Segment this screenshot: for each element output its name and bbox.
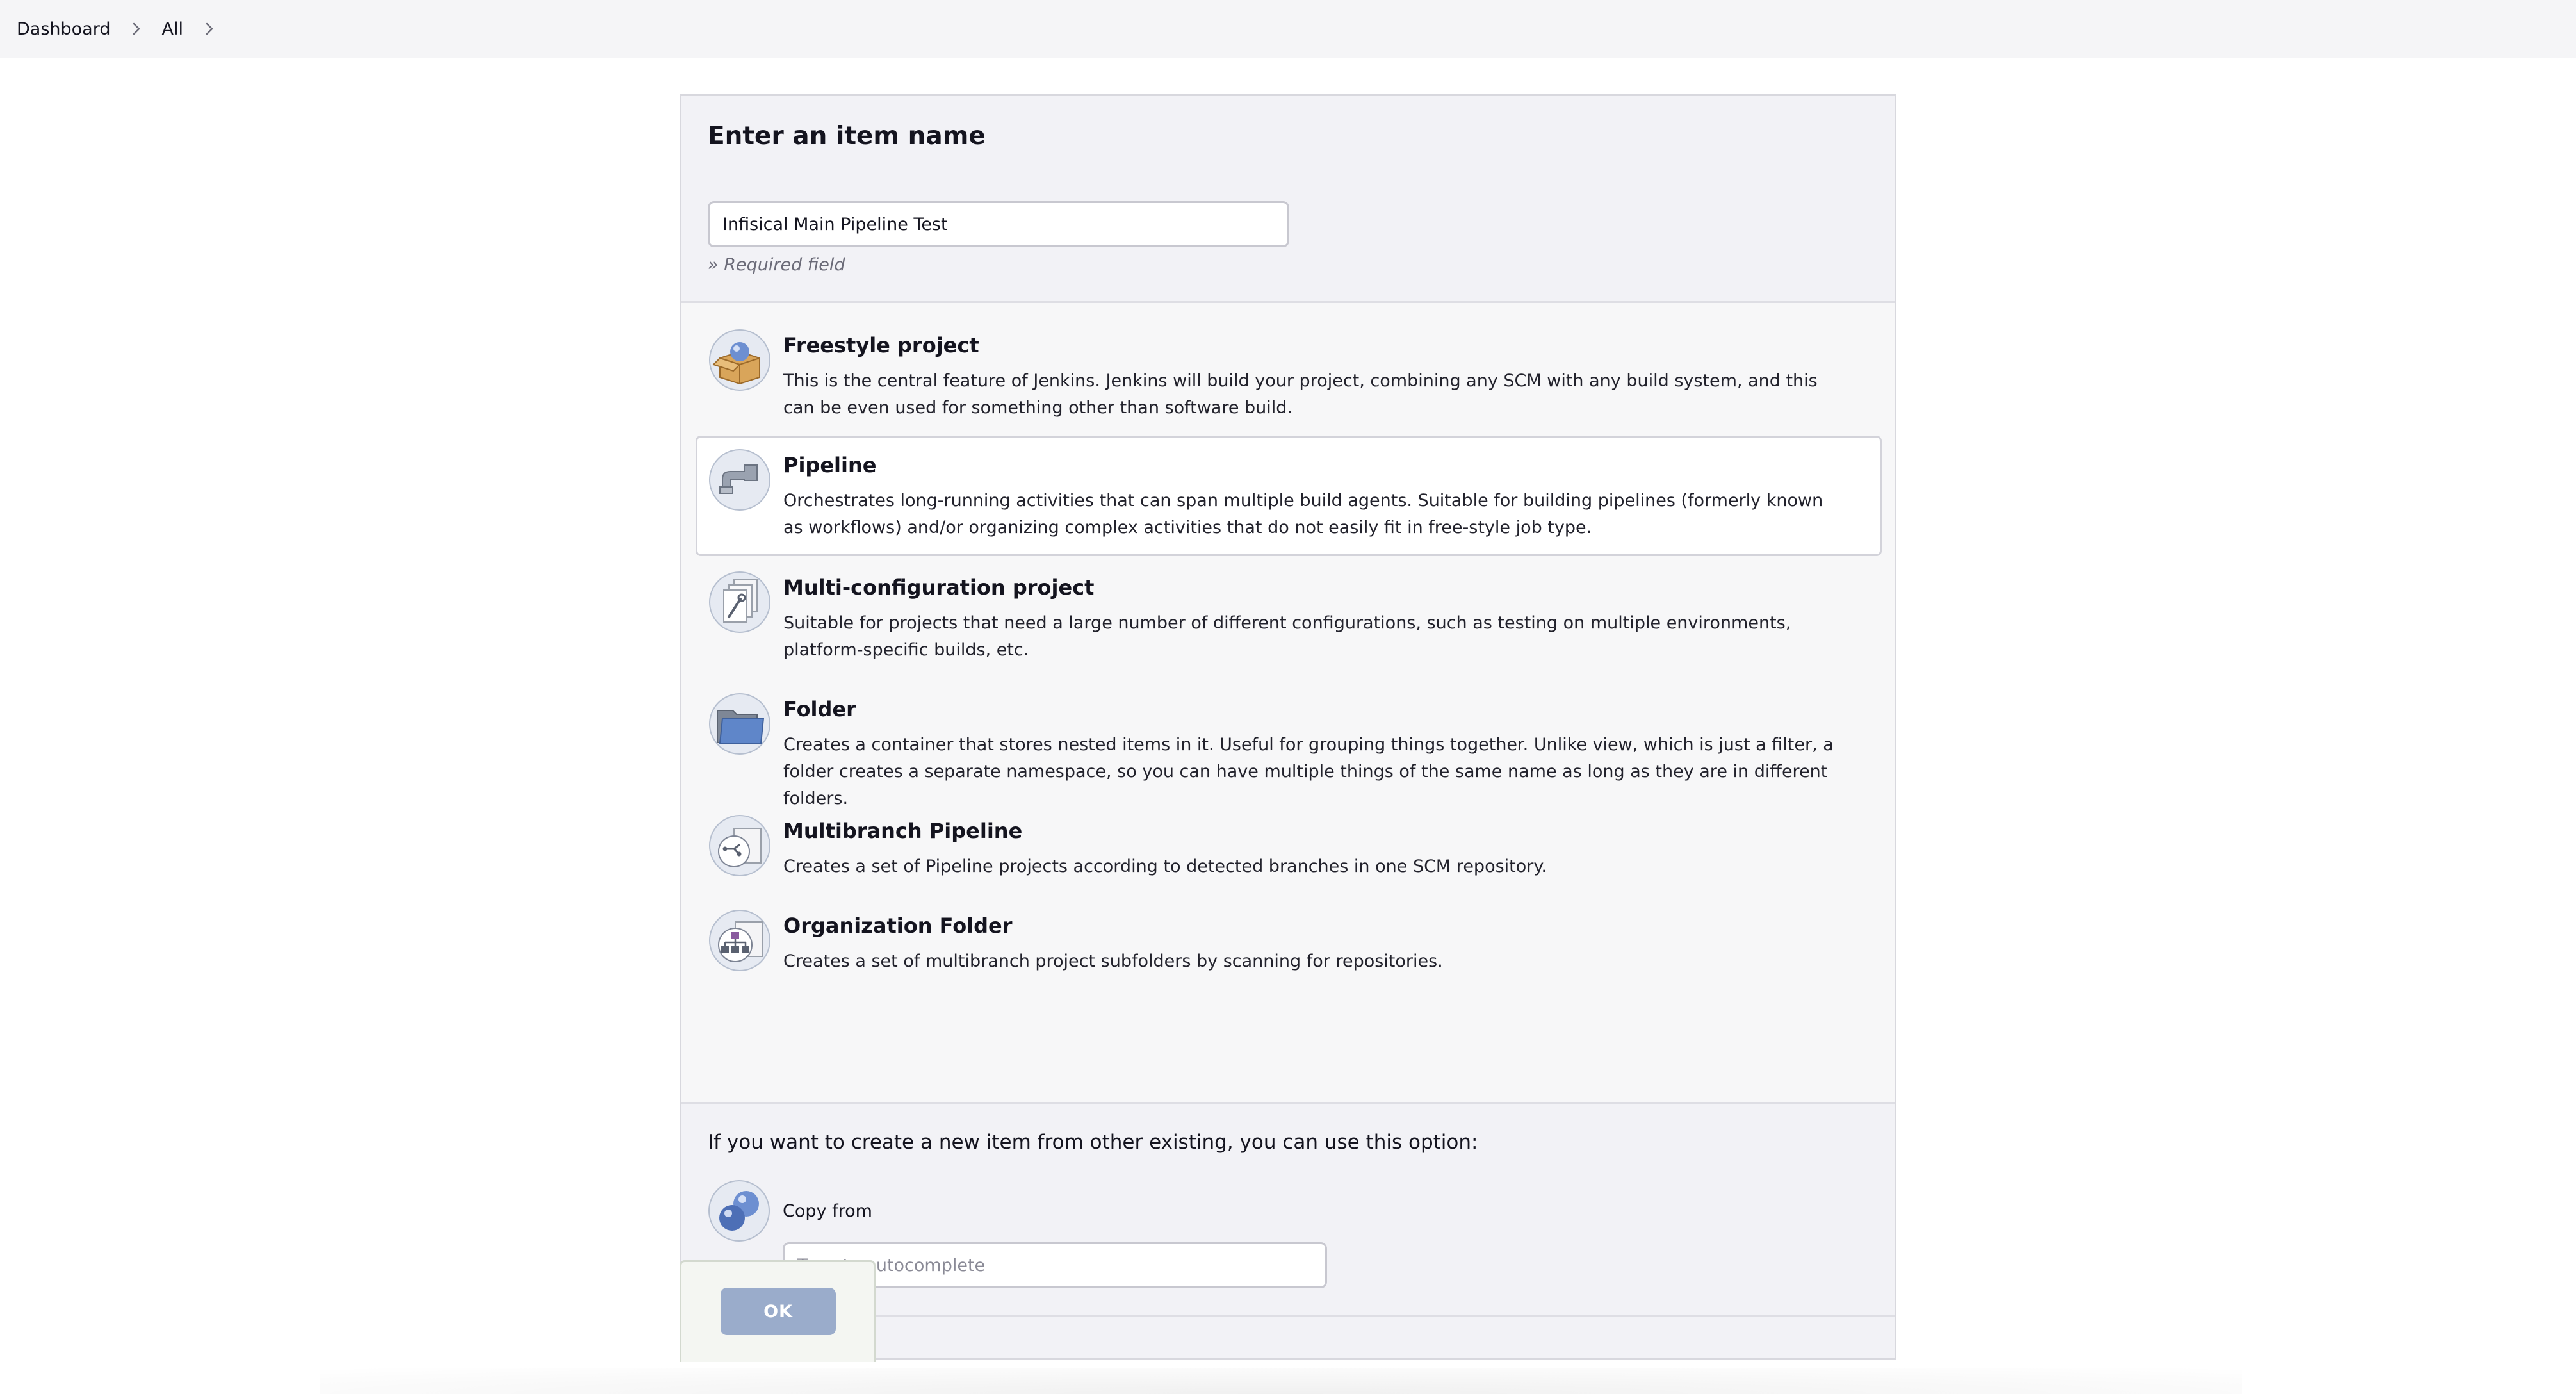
new-item-panel [680,94,1896,1360]
item-type-label: Multi-configuration project [783,575,1095,600]
item-type-freestyle[interactable] [696,316,1882,434]
item-type-organization-folder[interactable] [696,896,1882,990]
org-folder-icon [708,909,771,972]
freestyle-box-icon [708,329,771,391]
item-type-folder[interactable] [696,680,1882,808]
item-name-input[interactable] [708,201,1289,247]
item-type-description: Suitable for projects that need a large number of different configurations, such as testing on multiple environments, platform-specific builds, etc. [783,613,1791,660]
item-type-description: Creates a set of multibranch project subfolders by scanning for repositories. [783,951,1443,971]
item-type-multi-configuration[interactable] [696,558,1882,678]
copy-spheres-icon [708,1179,770,1242]
copy-from-intro: If you want to create a new item from other existing, you can use this option: [708,1131,1478,1154]
multi-config-icon [708,571,771,634]
chevron-right-icon[interactable] [126,18,147,40]
item-name-section [681,96,1895,303]
breadcrumb [0,0,2576,58]
ok-button[interactable]: OK [721,1288,836,1335]
item-type-label: Freestyle project [783,333,979,357]
breadcrumb-dashboard[interactable]: Dashboard [17,19,111,39]
item-type-label: Pipeline [783,453,877,477]
item-type-description: Orchestrates long-running activities that can span multiple build agents. Suitable for building pipelines (formerly known as workflows) and/or organizing complex activities that do not easily fit in free-style job type. [783,491,1823,537]
item-type-pipeline[interactable] [696,436,1882,556]
breadcrumb-all[interactable]: All [161,19,183,39]
folder-icon [708,693,771,755]
pipeline-icon [708,448,771,511]
item-type-label: Organization Folder [783,914,1013,938]
page-bottom-shadow [320,1368,2242,1394]
item-type-description: Creates a set of Pipeline projects according to detected branches in one SCM repository. [783,857,1547,876]
item-type-description: This is the central feature of Jenkins. Jenkins will build your project, combining any SCM with any build system, and this can be even used for something other than software build. [783,371,1818,418]
page-title: Enter an item name [708,122,986,151]
footer-actions [680,1260,876,1362]
item-type-label: Multibranch Pipeline [783,819,1023,843]
item-type-list [681,303,1895,1104]
item-type-multibranch-pipeline[interactable] [696,801,1882,895]
multibranch-icon [708,814,771,877]
chevron-right-icon[interactable] [199,18,220,40]
copy-from-label: Copy from [783,1201,872,1221]
required-field-note: » Required field [708,255,845,275]
item-type-label: Folder [783,697,856,721]
item-type-description: Creates a container that stores nested items in it. Useful for grouping things together. Unlike view, which is just a filter, a folder creates a separate namespace, so you can have multiple things of the same name as long as they are in different folders. [783,735,1834,808]
